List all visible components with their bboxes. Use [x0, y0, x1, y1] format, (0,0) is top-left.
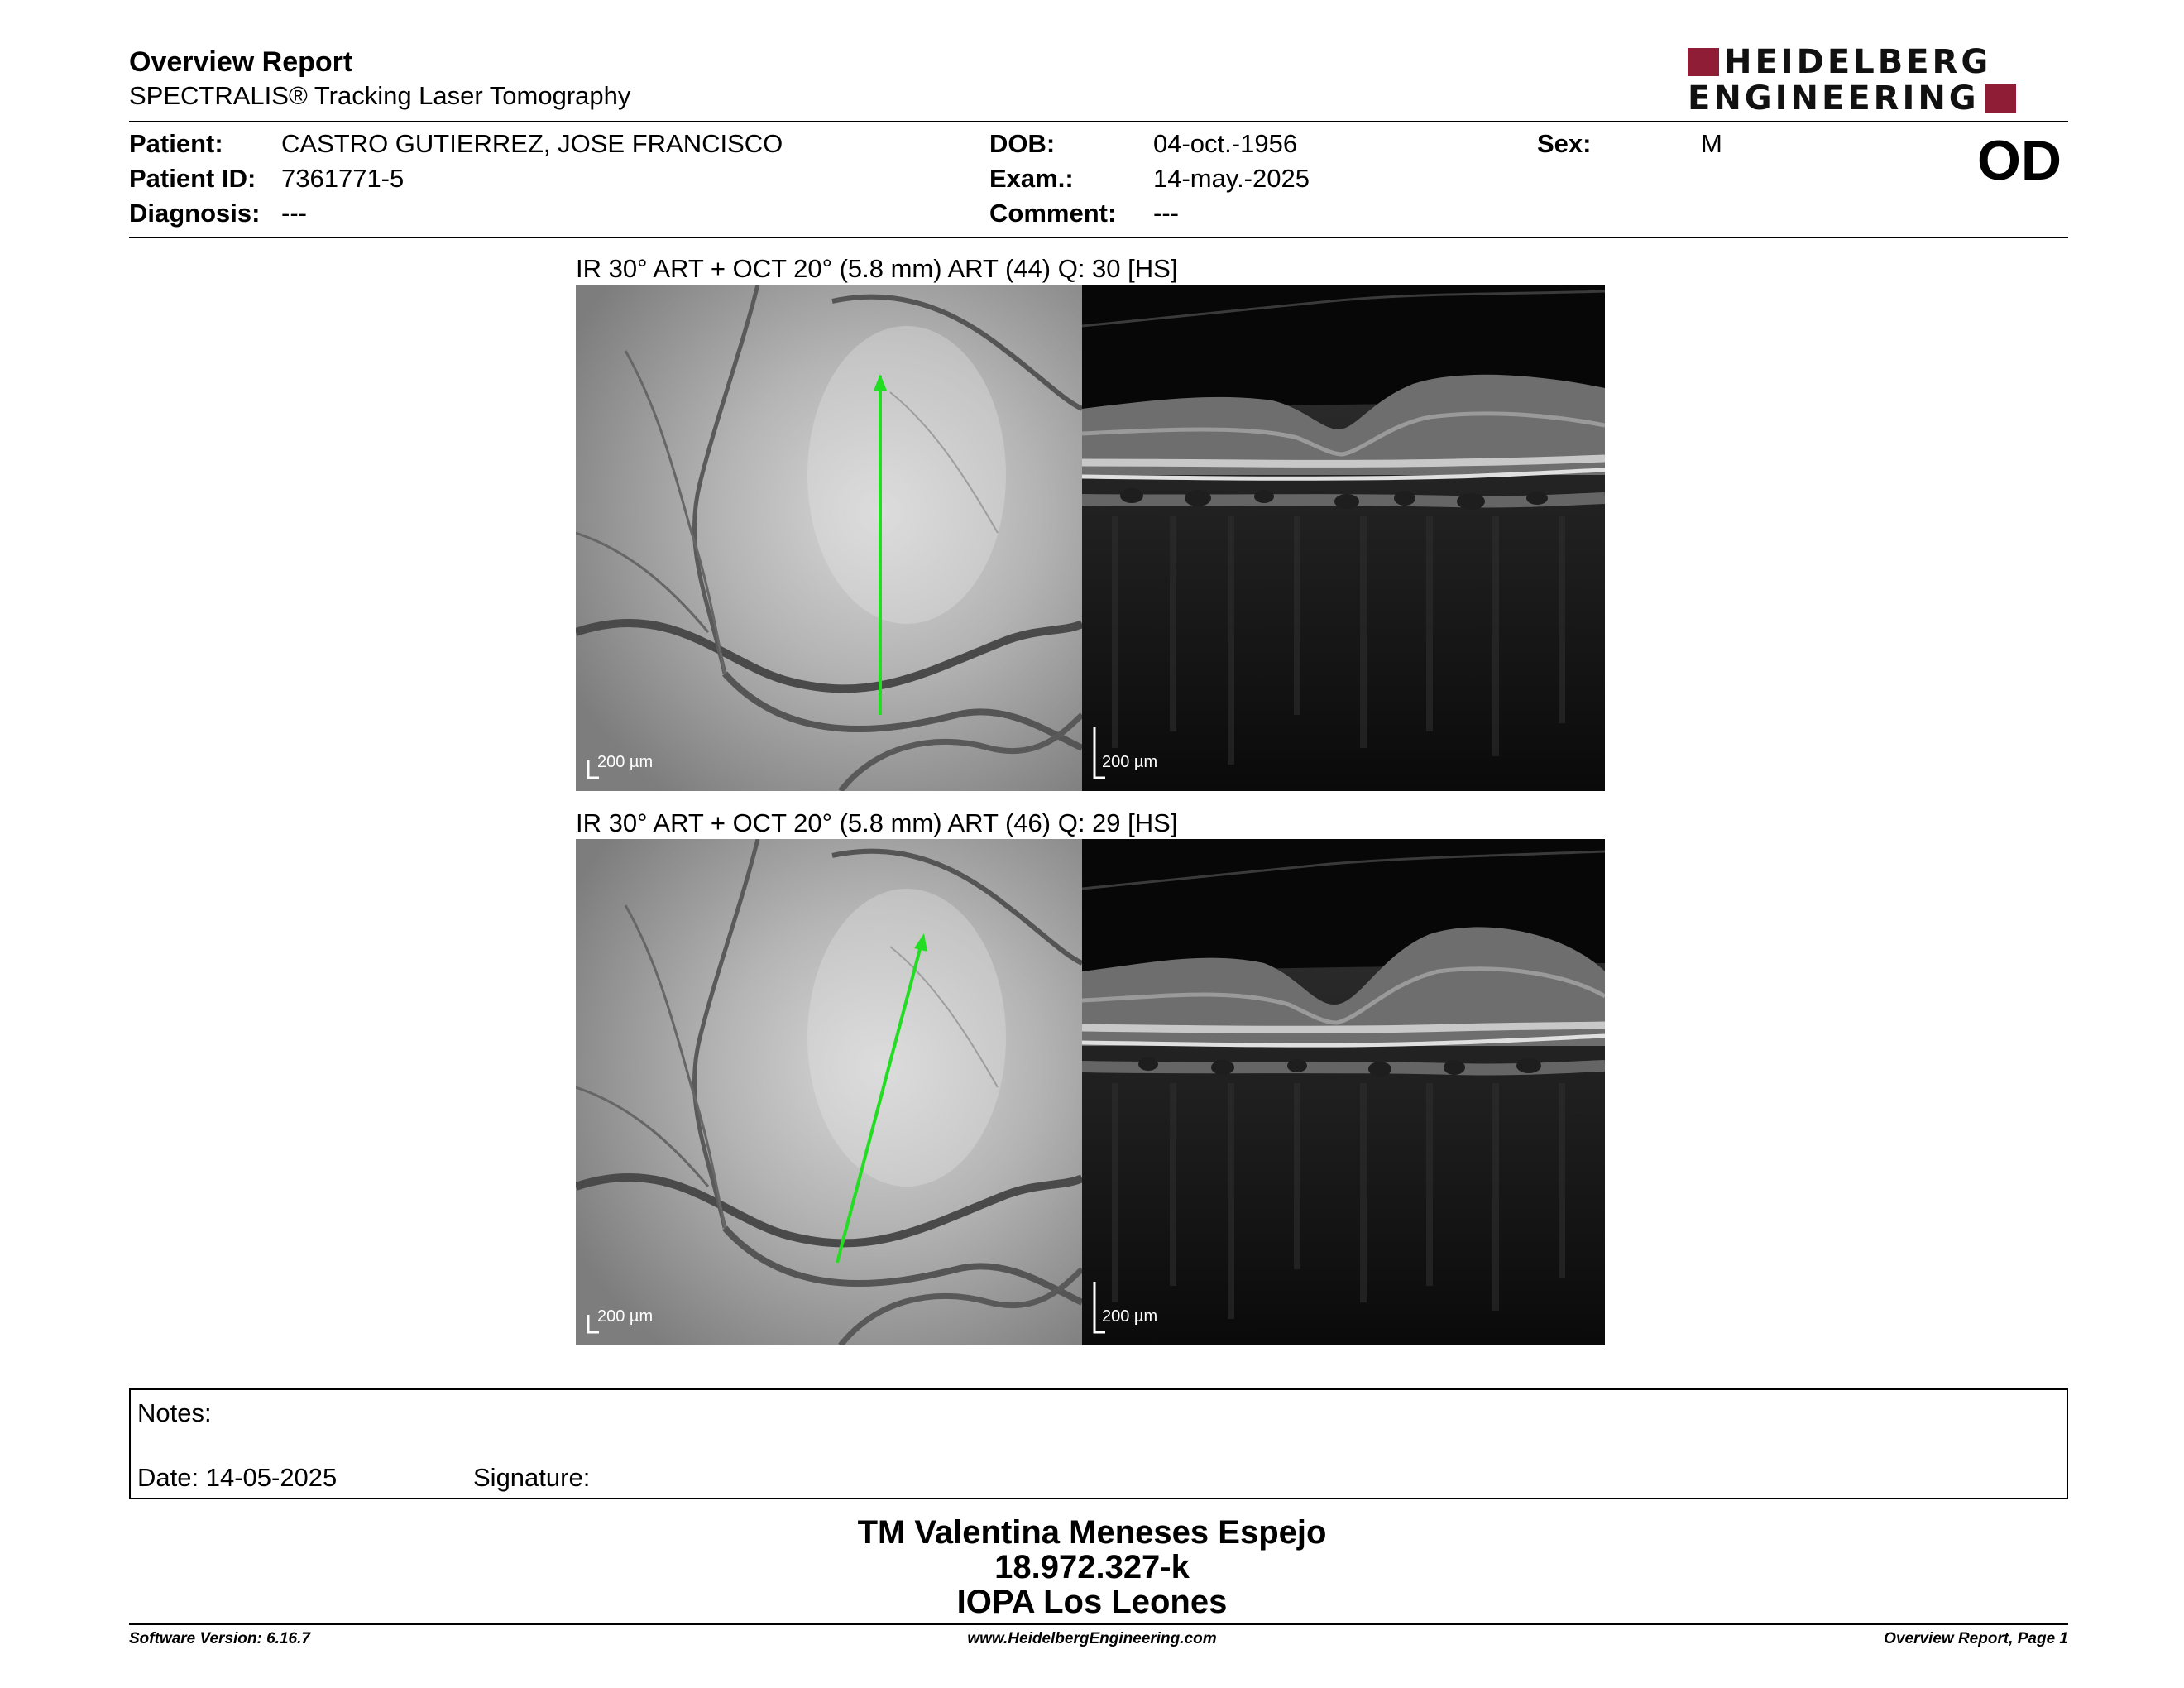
patient-name: CASTRO GUTIERREZ, JOSE FRANCISCO: [281, 129, 783, 158]
scan-caption-2: IR 30° ART + OCT 20° (5.8 mm) ART (46) Q: 29 [HS]: [576, 808, 1178, 837]
header-rule-top: [129, 121, 2068, 122]
eye-indicator: OD: [1977, 129, 2062, 192]
report-title: Overview Report: [129, 46, 353, 78]
software-version: Software Version: 6.16.7: [129, 1630, 310, 1647]
exam-label: Exam.:: [989, 164, 1074, 193]
logo-line1: HEIDELBERG: [1724, 43, 1992, 81]
dob-label: DOB:: [989, 129, 1056, 158]
stamp-id: 18.972.327-k: [994, 1549, 1190, 1585]
header-rule-bottom: [129, 237, 2068, 238]
oct-bscan-graphic-1: [1082, 285, 1605, 791]
logo-square-top: [1688, 48, 1719, 76]
logo-square-bottom: [1985, 84, 2016, 113]
comment-value: ---: [1153, 199, 1179, 228]
ir-scale-label-1: 200 µm: [597, 753, 654, 771]
report-subtitle: SPECTRALIS® Tracking Laser Tomography: [129, 81, 631, 110]
scan-caption-1: IR 30° ART + OCT 20° (5.8 mm) ART (44) Q: 30 [HS]: [576, 254, 1178, 283]
sex-label: Sex:: [1537, 129, 1592, 158]
oct-scale-label-1: 200 µm: [1102, 753, 1158, 771]
dob-value: 04-oct.-1956: [1153, 129, 1298, 158]
patient-label: Patient:: [129, 129, 223, 158]
exam-value: 14-may.-2025: [1153, 164, 1310, 193]
ir-fundus-image-2: [576, 839, 1082, 1345]
ir-fundus-graphic-2: [576, 839, 1082, 1345]
notes-label: Notes:: [137, 1398, 212, 1427]
diagnosis-label: Diagnosis:: [129, 199, 261, 228]
notes-box: [129, 1388, 2068, 1499]
ir-fundus-image-1: [576, 285, 1082, 791]
footer-page: Overview Report, Page 1: [1884, 1630, 2068, 1647]
ir-scale-label-2: 200 µm: [597, 1307, 654, 1326]
logo-line2: ENGINEERING: [1688, 79, 1980, 117]
footer-rule: [129, 1623, 2068, 1625]
heidelberg-logo: [1688, 43, 2068, 117]
patient-id-label: Patient ID:: [129, 164, 256, 193]
signature-label: Signature:: [473, 1463, 591, 1492]
sex-value: M: [1701, 129, 1722, 158]
oct-scale-label-2: 200 µm: [1102, 1307, 1158, 1326]
oct-bscan-image-2: [1082, 839, 1605, 1345]
ir-fundus-graphic-1: [576, 285, 1082, 791]
stamp-name: TM Valentina Meneses Espejo: [857, 1514, 1327, 1551]
oct-bscan-graphic-2: [1082, 839, 1605, 1345]
footer-website: www.HeidelbergEngineering.com: [967, 1630, 1217, 1647]
patient-id-value: 7361771-5: [281, 164, 405, 193]
date-label: Date: 14-05-2025: [137, 1463, 338, 1492]
diagnosis-value: ---: [281, 199, 307, 228]
stamp-institution: IOPA Los Leones: [956, 1584, 1228, 1620]
comment-label: Comment:: [989, 199, 1117, 228]
oct-bscan-image-1: [1082, 285, 1605, 791]
